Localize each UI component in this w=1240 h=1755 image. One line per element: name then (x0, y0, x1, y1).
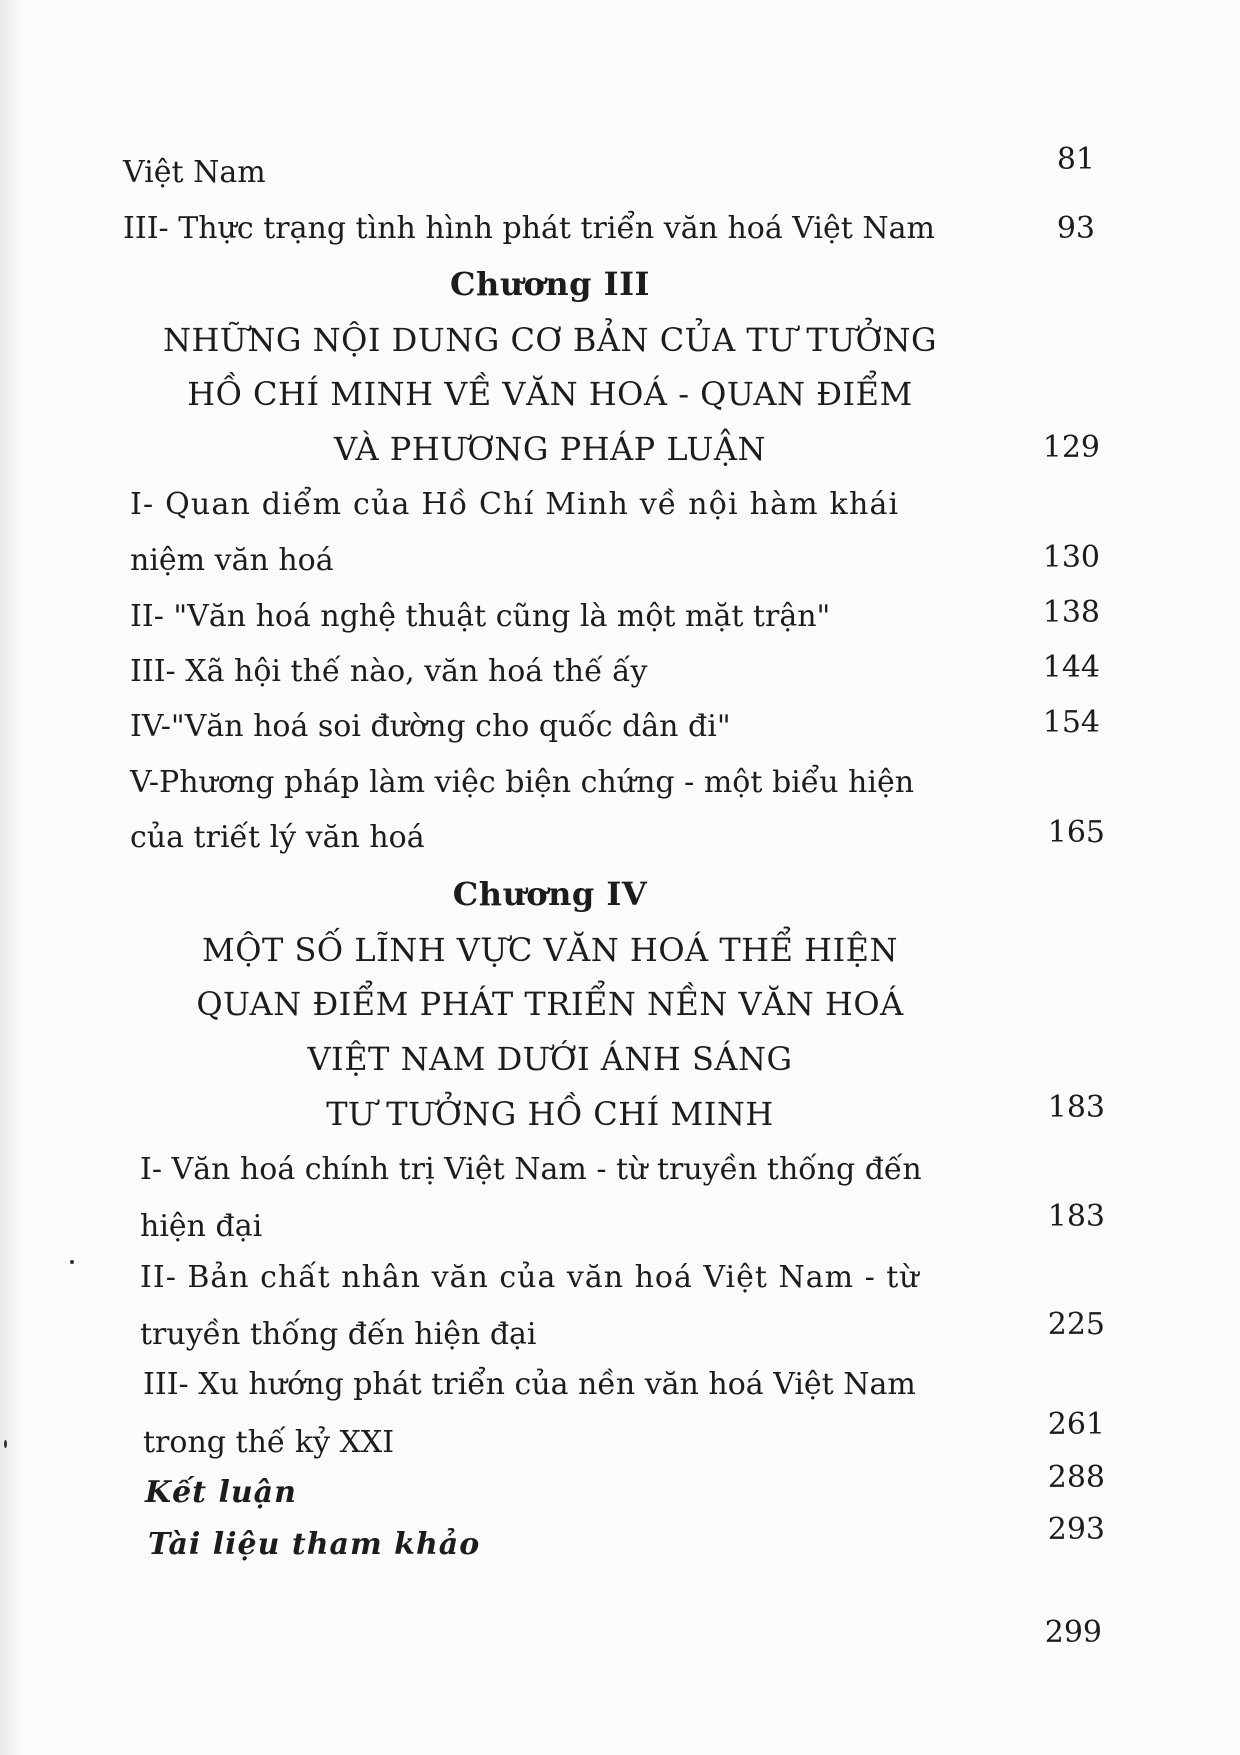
scan-speck (4, 1440, 7, 1448)
toc-entry-text: III- Xã hội thế nào, văn hoá thế ấy (130, 654, 648, 689)
chapter-heading-line: HỒ CHÍ MINH VỀ VĂN HOÁ - QUAN ĐIỂM (187, 375, 913, 413)
toc-entry-text: Tài liệu tham khảo (148, 1527, 481, 1562)
chapter-title: Chương IV (452, 875, 648, 913)
toc-entry-page: 165 (1047, 815, 1105, 850)
toc-entry-page: 261 (1047, 1407, 1105, 1442)
toc-entry-page: 183 (1047, 1090, 1105, 1125)
chapter-heading-line: NHỮNG NỘI DUNG CƠ BẢN CỦA TƯ TƯỞNG (162, 321, 938, 359)
page-number: 299 (1044, 1615, 1102, 1650)
page-binding-shadow (0, 0, 22, 1755)
toc-entry-page: 154 (1042, 705, 1100, 740)
toc-entry-text: I- Quan diểm của Hồ Chí Minh về nội hàm khái (130, 487, 900, 522)
toc-entry-page: 288 (1047, 1460, 1105, 1495)
chapter-heading-line: VÀ PHƯƠNG PHÁP LUẬN (334, 430, 766, 468)
toc-entry-page: 138 (1042, 595, 1100, 630)
toc-entry-page: 81 (1056, 142, 1095, 177)
toc-entry-text: II- Bản chất nhân văn của văn hoá Việt Nam - từ (140, 1260, 920, 1295)
toc-entry-text: niệm văn hoá (130, 543, 334, 578)
toc-entry-page: 183 (1047, 1199, 1105, 1234)
chapter-heading-line: MỘT SỐ LĨNH VỰC VĂN HOÁ THỂ HIỆN (201, 931, 899, 969)
toc-entry-page: 130 (1042, 540, 1100, 575)
toc-entry-page: 93 (1056, 211, 1095, 246)
toc-entry-page: 129 (1042, 430, 1100, 465)
toc-entry-text: Việt Nam (123, 155, 266, 190)
toc-entry-page: 144 (1042, 650, 1100, 685)
toc-entry-text: V-Phương pháp làm việc biện chứng - một biểu hiện (130, 765, 915, 800)
toc-entry-text: IV-"Văn hoá soi đường cho quốc dân đi" (130, 709, 731, 744)
toc-entry-text: I- Văn hoá chính trị Việt Nam - từ truyền thống đến (140, 1152, 922, 1187)
toc-entry-text: trong thế kỷ XXI (143, 1425, 395, 1460)
chapter-heading-line: QUAN ĐIỂM PHÁT TRIỂN NỀN VĂN HOÁ (196, 985, 904, 1023)
toc-entry-page: 293 (1047, 1512, 1105, 1547)
toc-entry-text: truyền thống đến hiện đại (140, 1317, 537, 1352)
toc-entry-text: Kết luận (145, 1475, 297, 1510)
chapter-heading-line: TƯ TƯỞNG HỒ CHÍ MINH (326, 1095, 774, 1133)
toc-entry-text: II- "Văn hoá nghệ thuật cũng là một mặt trận" (130, 599, 831, 634)
toc-entry-text: của triết lý văn hoá (130, 820, 425, 855)
scan-speck (70, 1260, 74, 1264)
toc-entry-text: III- Xu hướng phát triển của nền văn hoá Việt Nam (143, 1367, 916, 1402)
toc-entry-text: hiện đại (140, 1209, 263, 1244)
chapter-title: Chương III (449, 265, 651, 303)
toc-entry-text: III- Thực trạng tình hình phát triển văn hoá Việt Nam (123, 211, 935, 246)
toc-entry-page: 225 (1047, 1307, 1105, 1342)
chapter-heading-line: VIỆT NAM DƯỚI ÁNH SÁNG (307, 1040, 793, 1078)
